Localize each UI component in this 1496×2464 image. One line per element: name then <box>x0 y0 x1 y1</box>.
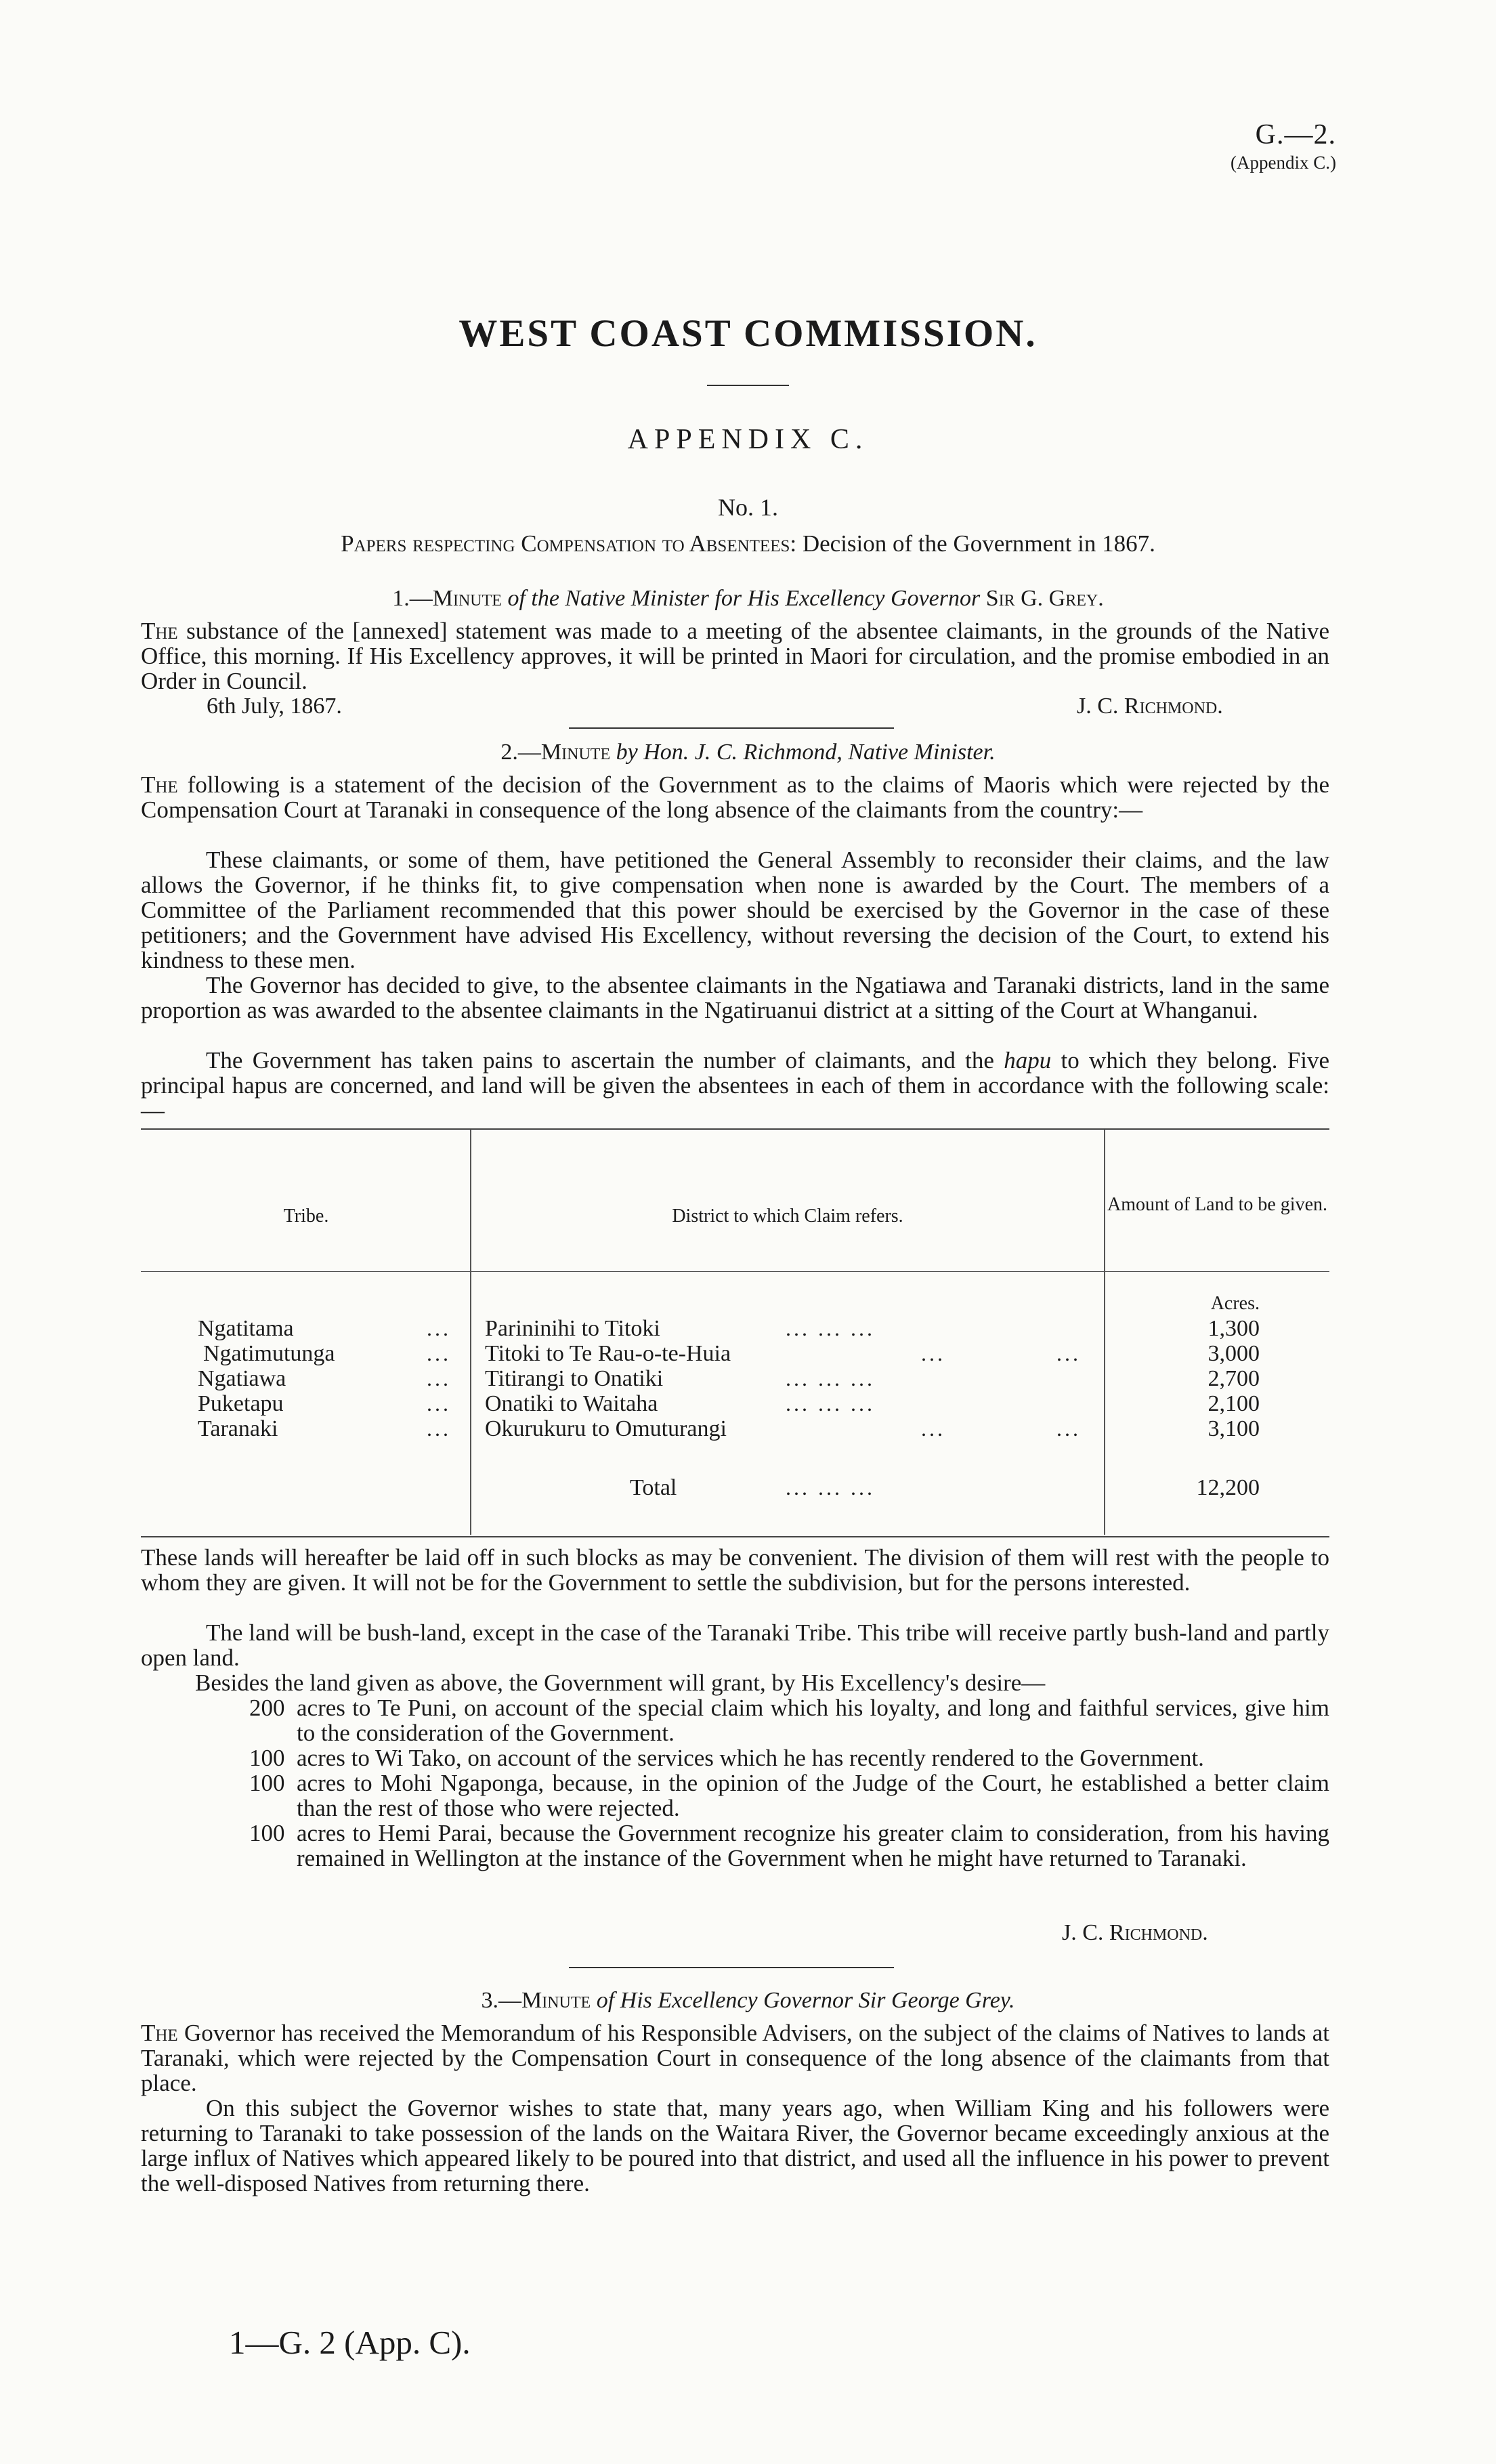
table-column-divider <box>470 1130 471 1535</box>
leader-dots: ... <box>427 1416 451 1441</box>
appendix-heading: APPENDIX C. <box>627 424 869 455</box>
grant-text: acres to Mohi Ngaponga, because, in the opinion of the Judge of the Court, he established a better claim than the rest of those who were rejected. <box>297 1770 1329 1821</box>
tribe-cell: Ngatimutunga <box>203 1341 335 1366</box>
leader-dots: ... ... ... <box>786 1475 875 1500</box>
minute-3-para-1: The Governor has received the Memorandum of his Responsible Advisers, on the subject of the claims of Natives to lands at Taranaki, which were rejected by the Compensation Court in consequence of the long absence of the claimants from that place. <box>141 2020 1329 2096</box>
total-label: Total <box>630 1475 677 1500</box>
minute-2-para-2: These claimants, or some of them, have petitioned the General Assembly to reconsider their claims, and the law allows the Governor, if he thinks fit, to give compensation when none is awarded by the Court. The members of a Committee of the Parliament recommended that this power should be exercised by the Governor in the case of these petitioners; and the Government have advised His Excellency, without reversing the decision of the Court, to extend his kindness to these men. <box>141 847 1329 973</box>
district-cell: Titoki to Te Rau-o-te-Huia <box>485 1341 731 1366</box>
appendix-reference: (Appendix C.) <box>1231 152 1336 173</box>
minute-2-signature: J. C. Richmond. <box>1062 1920 1208 1945</box>
tribe-cell: Ngatiawa <box>198 1366 286 1391</box>
district-cell: Okurukuru to Omuturangi <box>485 1416 727 1441</box>
section-rule <box>569 1967 894 1968</box>
grant-acres: 100 <box>249 1770 285 1796</box>
tribe-cell: Taranaki <box>198 1416 278 1441</box>
leader-dots: ... <box>427 1391 451 1416</box>
leader-dots: ... <box>427 1366 451 1390</box>
leader-dots: ... <box>921 1416 945 1441</box>
minute-2-heading: 2.—Minute by Hon. J. C. Richmond, Native Minister. <box>500 740 996 765</box>
after-table-para-3: Besides the land given as above, the Government will grant, by His Excellency's desire— <box>195 1670 1046 1696</box>
grant-acres: 200 <box>249 1695 285 1721</box>
minute-1-date: 6th July, 1867. <box>207 694 342 719</box>
acres-cell: 1,300 <box>1208 1316 1260 1341</box>
table-header-rule <box>141 1271 1329 1272</box>
acres-cell: 3,000 <box>1208 1341 1260 1366</box>
acres-cell: 2,700 <box>1208 1366 1260 1391</box>
papers-rest: Decision of the Government in 1867. <box>796 530 1155 557</box>
after-table-para-2: The land will be bush-land, except in the case of the Taranaki Tribe. This tribe will receive partly bush-land and partly open land. <box>141 1619 1329 1671</box>
leader-dots: ... ... ... <box>786 1316 875 1340</box>
after-table-para-1: These lands will hereafter be laid off in such blocks as may be convenient. The division of them will rest with the people to whom they are given. It will not be for the Government to settle the subdivision, but for the persons interested. <box>141 1544 1329 1596</box>
minute-2-para-4: The Government has taken pains to ascertain the number of claimants, and the hapu to which they belong. Five principal hapus are concerned, and land will be given the absentees in each of them in accordance with the following scale:— <box>141 1047 1329 1124</box>
leader-dots: ... <box>427 1341 451 1365</box>
district-cell: Parininihi to Titoki <box>485 1316 660 1341</box>
list-item <box>141 1821 1329 1871</box>
section-rule <box>569 727 894 729</box>
district-cell: Onatiki to Waitaha <box>485 1391 658 1416</box>
leader-dots: ... <box>1056 1416 1081 1441</box>
page-footer: 1—G. 2 (App. C). <box>229 2324 471 2361</box>
total-value: 12,200 <box>1196 1475 1260 1500</box>
grant-acres: 100 <box>249 1820 285 1846</box>
minute-2-para-3: The Governor has decided to give, to the absentee claimants in the Ngatiawa and Taranaki districts, land in the same proportion as was awarded to the absentee claimants in the Ngatiruanui district at a sitting of the Court at Whanganui. <box>141 972 1329 1023</box>
grant-text: acres to Hemi Parai, because the Government recognize his greater claim to consideration, from his having remained in Wellington at the instance of the Government when he might have returned to Taranaki. <box>297 1820 1329 1871</box>
page-reference <box>1231 119 1336 173</box>
grant-text: acres to Wi Tako, on account of the services which he has recently rendered to the Government. <box>297 1745 1204 1771</box>
leader-dots: ... ... ... <box>786 1366 875 1390</box>
acres-cell: 3,100 <box>1208 1416 1260 1441</box>
grant-list <box>141 1695 1329 1871</box>
minute-3-heading: 3.—Minute of His Excellency Governor Sir George Grey. <box>481 1988 1015 2013</box>
paper-code: G.—2. <box>1255 119 1336 150</box>
table-bottom-rule <box>141 1536 1329 1537</box>
minute-2-para-1: The following is a statement of the decision of the Government as to the claims of Maoris which were rejected by the Compensation Court at Taranaki in consequence of the long absence of the claimants from the country:— <box>141 771 1329 823</box>
minute-3-para-2: On this subject the Governor wishes to state that, many years ago, when William King and his followers were returning to Taranaki to take possession of the lands on the Waitara River, the Governor became exceedingly anxious at the large influx of Natives which appeared likely to be poured into that district, and used all the influence in his power to prevent the well-disposed Natives from returning there. <box>141 2095 1329 2196</box>
table-top-rule <box>141 1128 1329 1130</box>
minute-1-body: The substance of the [annexed] statement was made to a meeting of the absentee claimants, in the grounds of the Native Office, this morning. If His Excellency approves, it will be printed in Maori for circulation, and the promise embodied in an Order in Council. <box>141 618 1329 694</box>
minute-1-signature: J. C. Richmond. <box>1077 694 1223 719</box>
table-column-divider <box>1104 1130 1105 1535</box>
document-title: WEST COAST COMMISSION. <box>458 312 1038 355</box>
grant-text: acres to Te Puni, on account of the special claim which his loyalty, and long and faithful services, give him to the consideration of the Government. <box>297 1695 1329 1746</box>
list-item <box>141 1695 1329 1745</box>
header-amount: Amount of Land to be given. <box>1107 1194 1328 1215</box>
acres-unit: Acres. <box>1210 1293 1260 1314</box>
leader-dots: ... ... ... <box>786 1391 875 1416</box>
paper-number: No. 1. <box>718 494 778 521</box>
papers-caps: Papers respecting Compensation to Absentees: <box>341 530 797 557</box>
leader-dots: ... <box>921 1341 945 1365</box>
leader-dots: ... <box>1056 1341 1081 1365</box>
district-cell: Titirangi to Onatiki <box>485 1366 664 1391</box>
grant-acres: 100 <box>249 1745 285 1771</box>
header-tribe: Tribe. <box>283 1206 329 1227</box>
leader-dots: ... <box>427 1316 451 1340</box>
list-item <box>141 1745 1329 1770</box>
papers-subtitle <box>0 530 1496 557</box>
list-item <box>141 1770 1329 1821</box>
minute-1-heading: 1.—Minute of the Native Minister for His Excellency Governor Sir G. Grey. <box>392 586 1104 611</box>
tribe-cell: Ngatitama <box>198 1316 294 1341</box>
header-district: District to which Claim refers. <box>672 1206 903 1227</box>
title-rule <box>707 385 789 386</box>
acres-cell: 2,100 <box>1208 1391 1260 1416</box>
tribe-cell: Puketapu <box>198 1391 284 1416</box>
